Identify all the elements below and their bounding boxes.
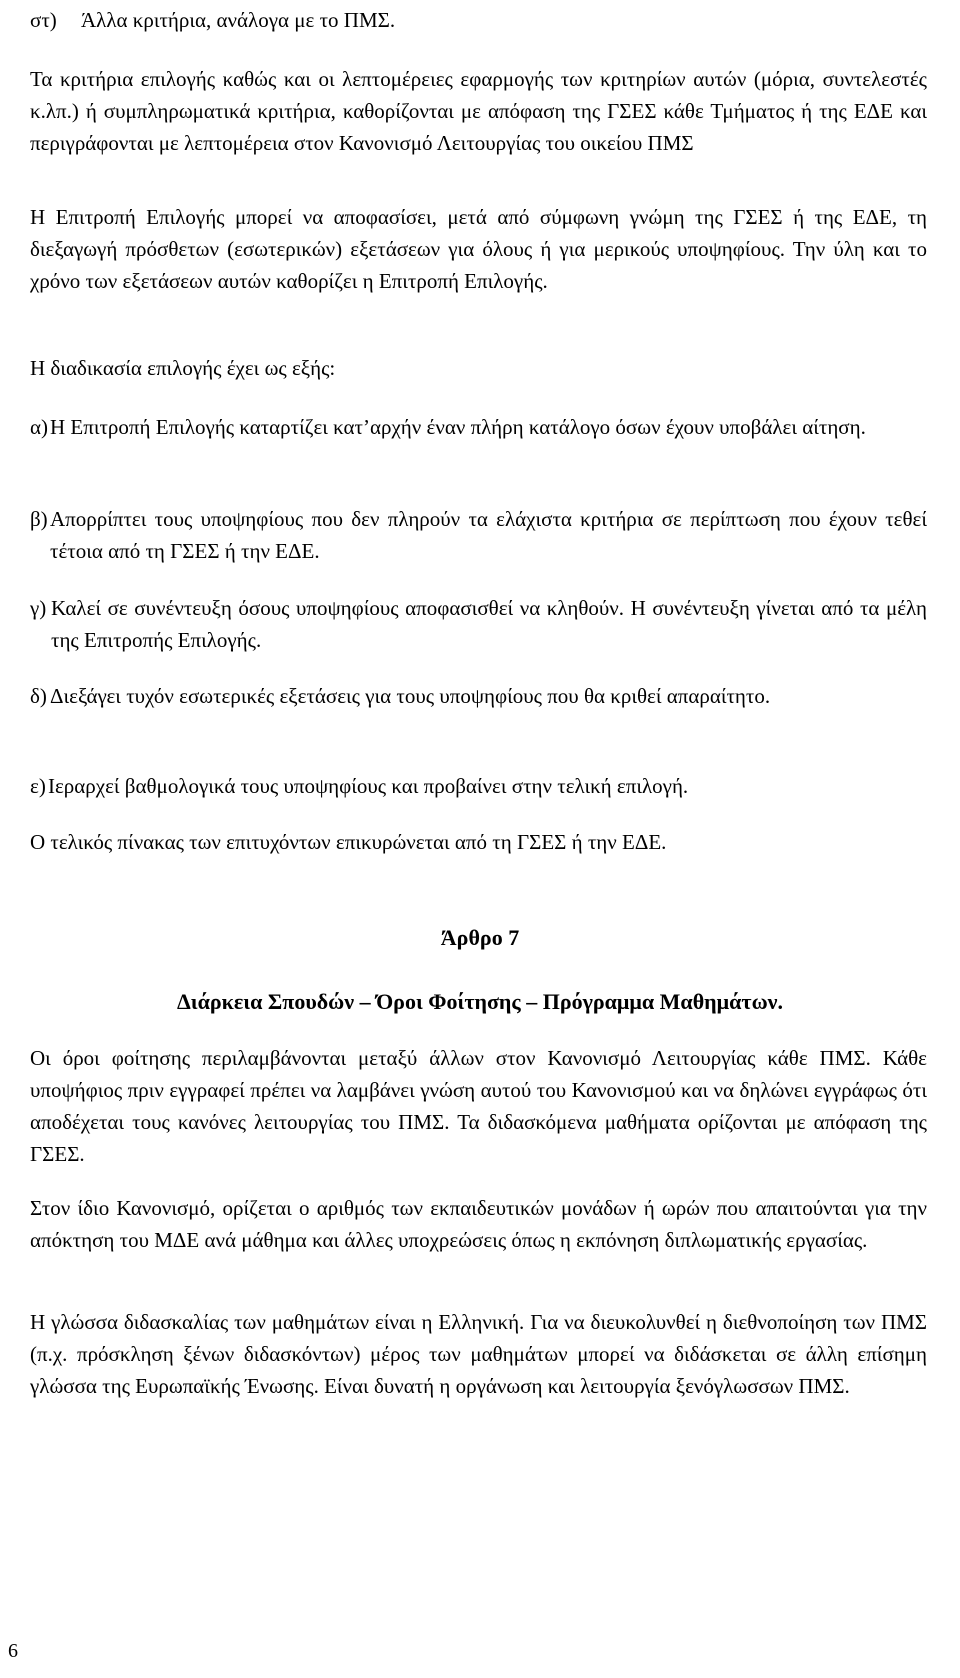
list-item-text: Διεξάγει τυχόν εσωτερικές εξετάσεις για τους υποψηφίους που θα κριθεί απαραίτητο. (50, 684, 771, 708)
list-marker: γ) (30, 596, 47, 620)
list-item-text: Απορρίπτει τους υποψηφίους που δεν πληρούν τα ελάχιστα κριτήρια σε περίπτωση που έχουν τεθεί τέτοια από τη ΓΣΕΣ ή την ΕΔΕ. (50, 507, 927, 563)
list-marker: ε) (30, 774, 46, 798)
page-number: 6 (8, 1640, 18, 1662)
article-title-heading: Διάρκεια Σπουδών – Όροι Φοίτησης – Πρόγραμμα Μαθημάτων. (177, 989, 783, 1014)
list-item-text: Η Επιτροπή Επιλογής καταρτίζει κατ’αρχήν έναν πλήρη κατάλογο όσων έχουν υποβάλει αίτηση. (50, 415, 866, 439)
list-item-st (30, 4, 927, 36)
list-item-b (30, 503, 927, 567)
list-item-e (30, 770, 927, 802)
paragraph-exams: Η Επιτροπή Επιλογής μπορεί να αποφασίσει, μετά από σύμφωνη γνώμη της ΓΣΕΣ ή της ΕΔΕ, τη διεξαγωγή πρόσθετων (εσωτερικών) εξετάσεων για όλους ή για μερικούς υποψηφίους. Την ύλη και το χρόνο των εξετάσεων αυτών καθορίζει η Επιτροπή Επιλογής. (30, 205, 927, 293)
paragraph-final-table: Ο τελικός πίνακας των επιτυχόντων επικυρώνεται από τη ΓΣΕΣ ή την ΕΔΕ. (30, 830, 667, 854)
paragraph-language: Η γλώσσα διδασκαλίας των μαθημάτων είναι η Ελληνική. Για να διευκολυνθεί η διεθνοποίηση των ΠΜΣ (π.χ. πρόσκληση ξένων διδασκόντων) μέρος των μαθημάτων μπορεί να διδάσκεται σε άλλη επίσημη γλώσσα της Ευρωπαϊκής Ένωσης. Είναι δυνατή η οργάνωση και λειτουργία ξενόγλωσσων ΠΜΣ. (30, 1310, 927, 1398)
list-item-text: Άλλα κριτήρια, ανάλογα με το ΠΜΣ. (81, 8, 396, 32)
list-item-a (30, 411, 927, 443)
list-item-c (30, 592, 927, 656)
paragraph-terms: Οι όροι φοίτησης περιλαμβάνονται μεταξύ άλλων στον Κανονισμό Λειτουργίας κάθε ΠΜΣ. Κάθε υποψήφιος πριν εγγραφεί πρέπει να λαμβάνει γνώση αυτού του Κανονισμού και να δηλώνει εγγράφως ότι αποδέχεται τους κανόνες λειτουργίας του ΠΜΣ. Τα διδασκόμενα μαθήματα ορίζονται με απόφαση της ΓΣΕΣ. (30, 1046, 927, 1166)
list-marker: α) (30, 415, 48, 439)
paragraph-procedure-intro: Η διαδικασία επιλογής έχει ως εξής: (30, 356, 336, 380)
paragraph-criteria: Τα κριτήρια επιλογής καθώς και οι λεπτομέρειες εφαρμογής των κριτηρίων αυτών (μόρια, συντελεστές κ.λπ.) ή συμπληρωματικά κριτήρια, καθορίζονται με απόφαση της ΓΣΕΣ κάθε Τμήματος ή της ΕΔΕ και περιγράφονται με λεπτομέρεια στον Κανονισμό Λειτουργίας του οικείου ΠΜΣ (30, 67, 927, 155)
paragraph-units: Στον ίδιο Κανονισμό, ορίζεται ο αριθμός των εκπαιδευτικών μονάδων ή ωρών που απαιτούνται για την απόκτηση του ΜΔΕ ανά μάθημα και άλλες υποχρεώσεις όπως η εκπόνηση διπλωματικής εργασίας. (30, 1196, 927, 1252)
list-marker: β) (30, 507, 48, 531)
article-number-heading: Άρθρο 7 (440, 925, 520, 950)
list-item-text: Ιεραρχεί βαθμολογικά τους υποψηφίους και προβαίνει στην τελική επιλογή. (48, 774, 689, 798)
list-marker: στ) (30, 8, 57, 32)
list-item-d (30, 680, 927, 712)
list-marker: δ) (30, 684, 47, 708)
list-item-text: Καλεί σε συνέντευξη όσους υποψηφίους αποφασισθεί να κληθούν. Η συνέντευξη γίνεται από τα μέλη της Επιτροπής Επιλογής. (51, 596, 927, 652)
